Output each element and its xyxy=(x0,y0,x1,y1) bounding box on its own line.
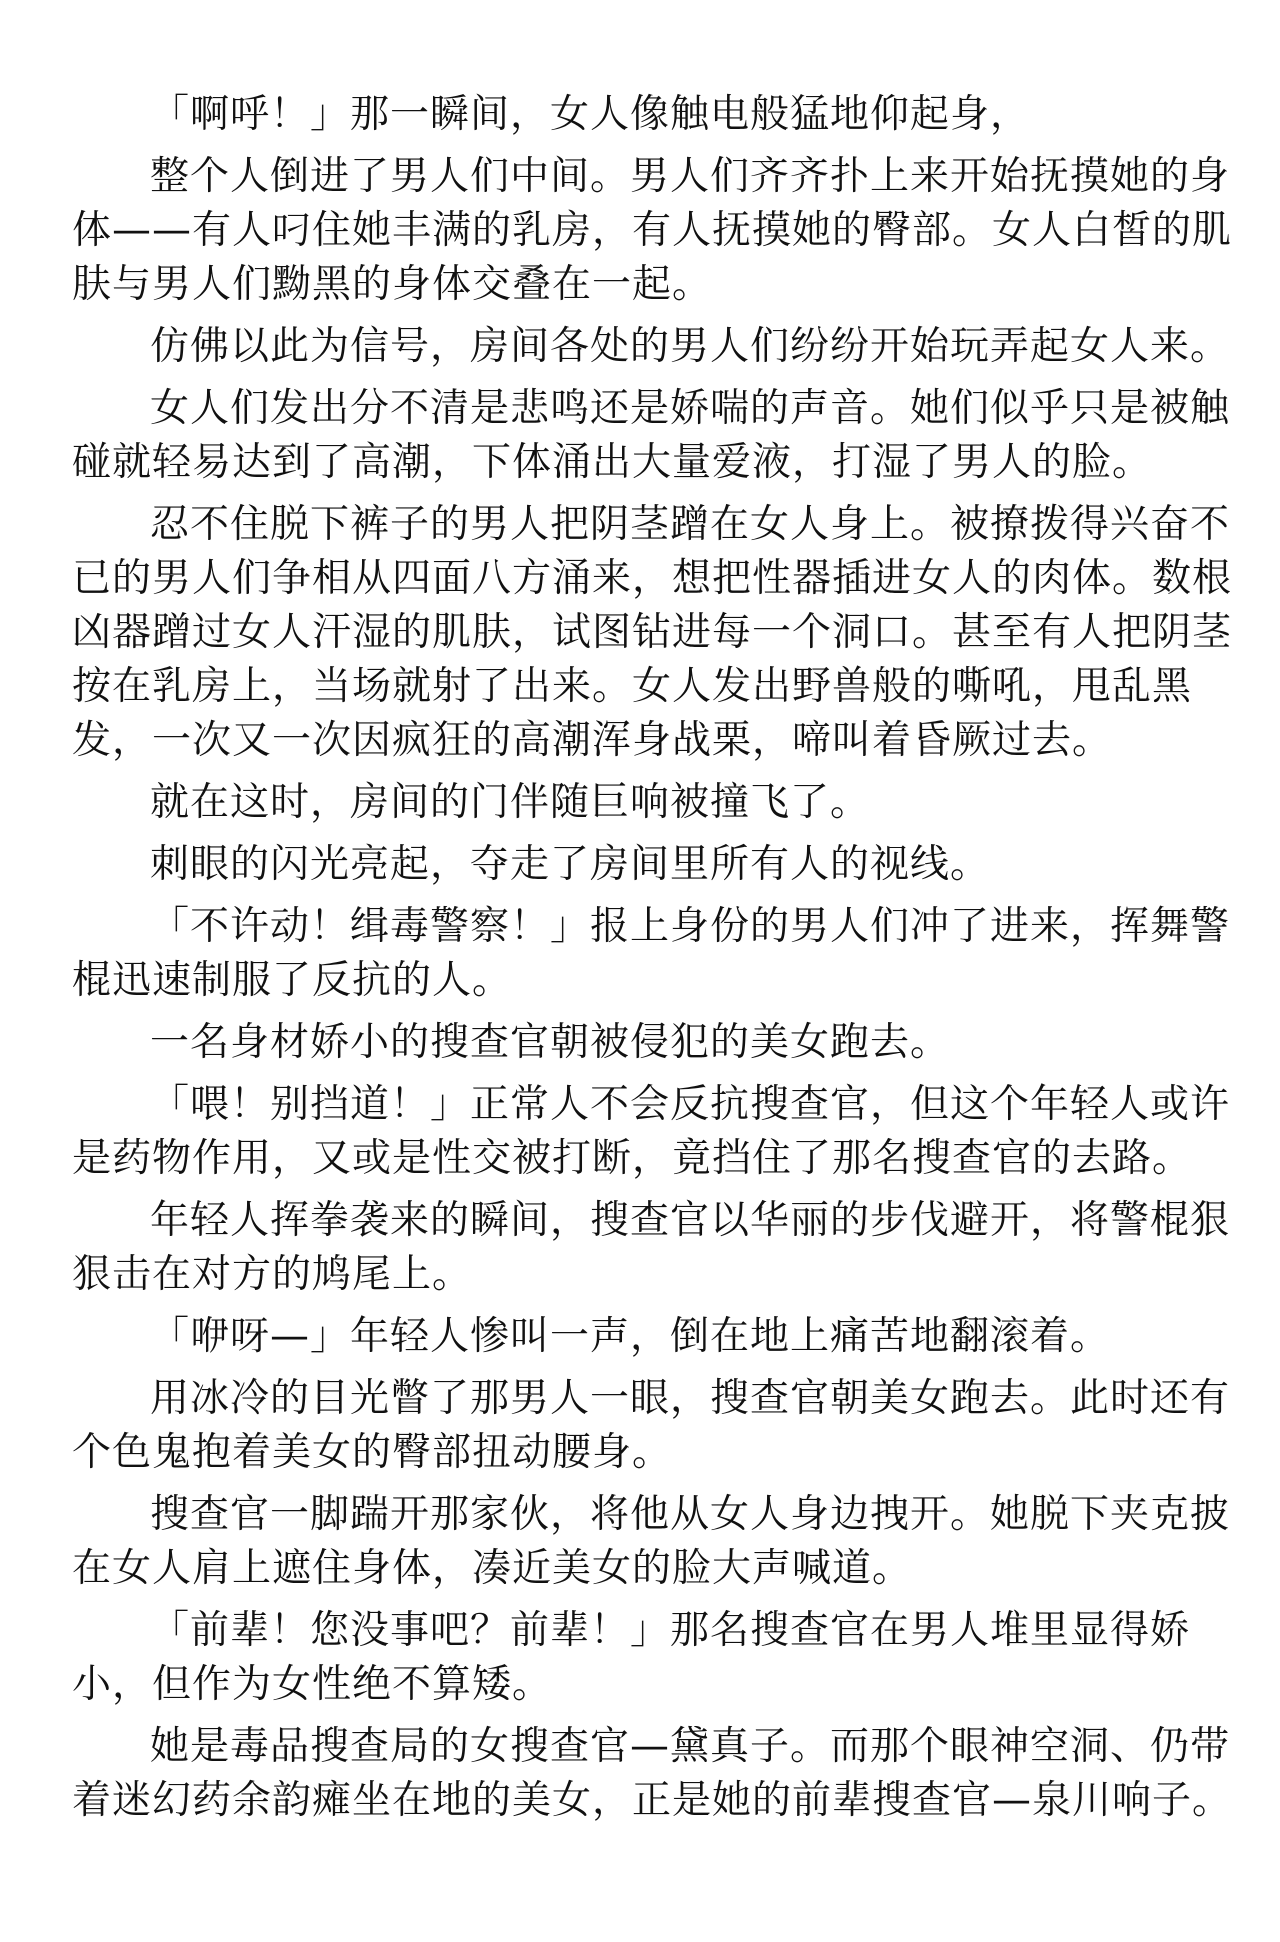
paragraph xyxy=(72,1372,1231,1480)
paragraph xyxy=(72,1604,1222,1712)
text-line: 「喂！别挡道！」正常人不会反抗搜查官，但这个年轻人或许 xyxy=(150,1082,1231,1127)
text-line: 体——有人叼住她丰满的乳房，有人抚摸她的臀部。女人白皙的肌 xyxy=(72,208,1233,253)
text-line: 年轻人挥拳袭来的瞬间，搜查官以华丽的步伐避开，将警棍狠 xyxy=(150,1198,1231,1243)
document-page xyxy=(72,88,1233,1836)
text-line: 在女人肩上遮住身体，凑近美女的脸大声喊道。 xyxy=(72,1546,913,1591)
text-line: 小，但作为女性绝不算矮。 xyxy=(72,1662,553,1707)
text-line: 一名身材娇小的搜查官朝被侵犯的美女跑去。 xyxy=(150,1020,951,1065)
text-line: 整个人倒进了男人们中间。男人们齐齐扑上来开始抚摸她的身 xyxy=(150,154,1231,199)
paragraph xyxy=(72,1720,1233,1828)
paragraph xyxy=(72,900,1231,1008)
text-line: 是药物作用，又或是性交被打断，竟挡住了那名搜查官的去路。 xyxy=(72,1136,1193,1181)
paragraph xyxy=(72,382,1231,490)
text-line: 凶器蹭过女人汗湿的肌肤，试图钻进每一个洞口。甚至有人把阴茎 xyxy=(72,610,1233,655)
paragraph xyxy=(72,838,1222,892)
text-line: 女人们发出分不清是悲鸣还是娇喘的声音。她们似乎只是被触 xyxy=(150,386,1231,431)
text-line: 肤与男人们黝黑的身体交叠在一起。 xyxy=(72,262,713,307)
text-line: 仿佛以此为信号，房间各处的男人们纷纷开始玩弄起女人来。 xyxy=(150,324,1231,369)
paragraph xyxy=(72,1078,1231,1186)
paragraph xyxy=(72,776,1222,830)
text-line: 搜查官一脚踹开那家伙，将他从女人身边拽开。她脱下夹克披 xyxy=(150,1492,1231,1537)
text-line: 就在这时，房间的门伴随巨响被撞飞了。 xyxy=(150,780,871,825)
text-line: 「啊呼！」那一瞬间，女人像触电般猛地仰起身， xyxy=(150,92,1031,137)
text-line: 「咿呀—」年轻人惨叫一声，倒在地上痛苦地翻滚着。 xyxy=(150,1314,1111,1359)
paragraph xyxy=(72,1488,1231,1596)
text-line: 她是毒品搜查局的女搜查官—黛真子。而那个眼神空洞、仍带 xyxy=(150,1724,1231,1769)
text-line: 碰就轻易达到了高潮，下体涌出大量爱液，打湿了男人的脸。 xyxy=(72,440,1153,485)
paragraph xyxy=(72,320,1231,374)
text-line: 「不许动！缉毒警察！」报上身份的男人们冲了进来，挥舞警 xyxy=(150,904,1231,949)
text-line: 「前辈！您没事吧？前辈！」那名搜查官在男人堆里显得娇 xyxy=(150,1608,1191,1653)
paragraph xyxy=(72,150,1233,312)
text-line: 着迷幻药余韵瘫坐在地的美女，正是她的前辈搜查官—泉川响子。 xyxy=(72,1778,1233,1823)
text-line: 个色鬼抱着美女的臀部扭动腰身。 xyxy=(72,1430,673,1475)
text-line: 按在乳房上，当场就射了出来。女人发出野兽般的嘶吼，甩乱黑 xyxy=(72,664,1193,709)
text-line: 忍不住脱下裤子的男人把阴茎蹭在女人身上。被撩拨得兴奋不 xyxy=(150,502,1231,547)
paragraph xyxy=(72,1310,1222,1364)
paragraph xyxy=(72,1194,1231,1302)
text-line: 刺眼的闪光亮起，夺走了房间里所有人的视线。 xyxy=(150,842,991,887)
text-line: 狠击在对方的鸠尾上。 xyxy=(72,1252,473,1297)
text-line: 棍迅速制服了反抗的人。 xyxy=(72,958,513,1003)
paragraph xyxy=(72,498,1233,768)
text-line: 发，一次又一次因疯狂的高潮浑身战栗，啼叫着昏厥过去。 xyxy=(72,718,1113,763)
text-line: 用冰冷的目光瞥了那男人一眼，搜查官朝美女跑去。此时还有 xyxy=(150,1376,1231,1421)
text-line: 已的男人们争相从四面八方涌来，想把性器插进女人的肉体。数根 xyxy=(72,556,1233,601)
paragraph xyxy=(72,88,1222,142)
paragraph xyxy=(72,1016,1222,1070)
